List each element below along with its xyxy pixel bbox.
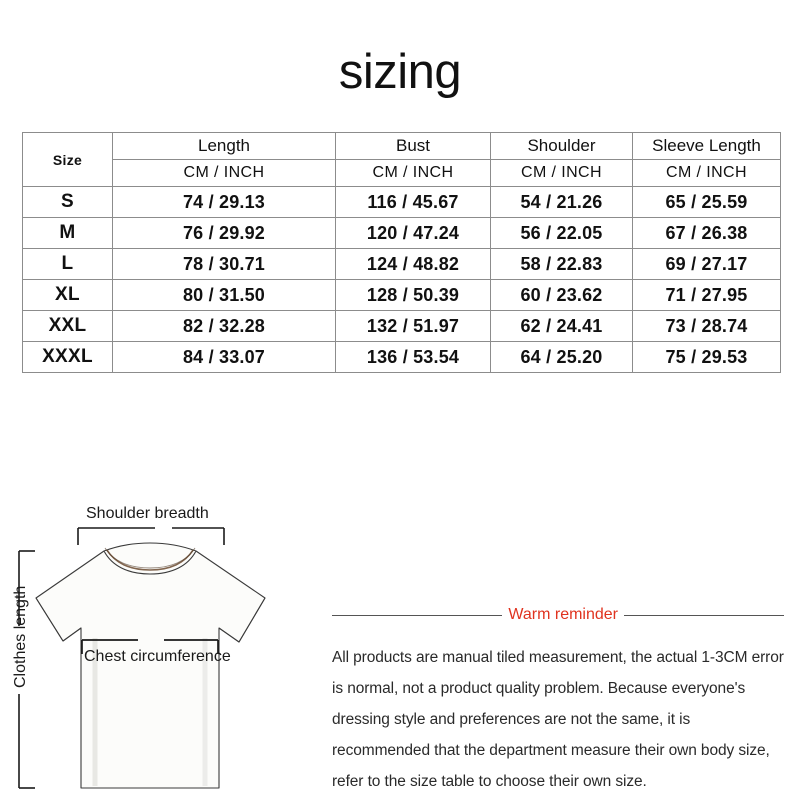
warm-reminder-heading (332, 604, 784, 626)
cell-bust: 136 / 53.54 (336, 342, 491, 373)
heading-rule-right (624, 615, 784, 616)
cell-length: 82 / 32.28 (113, 311, 336, 342)
cell-length: 74 / 29.13 (113, 187, 336, 218)
table-row (23, 342, 781, 373)
cell-shoulder: 62 / 24.41 (491, 311, 633, 342)
shoulder-breadth-label: Shoulder breadth (86, 505, 209, 522)
header-length: Length (113, 133, 336, 160)
unit-header-sleeve: CM / INCH (633, 160, 781, 187)
cell-shoulder: 54 / 21.26 (491, 187, 633, 218)
tshirt-measurement-diagram (0, 488, 310, 800)
cell-shoulder: 60 / 23.62 (491, 280, 633, 311)
unit-header-shoulder: CM / INCH (491, 160, 633, 187)
cell-length: 80 / 31.50 (113, 280, 336, 311)
cell-length: 76 / 29.92 (113, 218, 336, 249)
cell-sleeve: 75 / 29.53 (633, 342, 781, 373)
tshirt-illustration (36, 543, 265, 788)
cell-length: 84 / 33.07 (113, 342, 336, 373)
warm-reminder-block (332, 604, 784, 812)
unit-header-length: CM / INCH (113, 160, 336, 187)
header-bust: Bust (336, 133, 491, 160)
clothes-length-label: Clothes length (12, 585, 29, 688)
header-size: Size (23, 133, 113, 187)
table-header-row-primary (23, 133, 781, 160)
page-title-block (0, 45, 800, 99)
row-size-label: XXL (23, 311, 113, 342)
table-row (23, 218, 781, 249)
cell-bust: 124 / 48.82 (336, 249, 491, 280)
cell-bust: 116 / 45.67 (336, 187, 491, 218)
cell-bust: 120 / 47.24 (336, 218, 491, 249)
cell-bust: 132 / 51.97 (336, 311, 491, 342)
warm-reminder-title: Warm reminder (508, 606, 618, 623)
table-row (23, 311, 781, 342)
header-shoulder: Shoulder (491, 133, 633, 160)
cell-shoulder: 64 / 25.20 (491, 342, 633, 373)
row-size-label: L (23, 249, 113, 280)
page-title: sizing (338, 45, 462, 99)
chest-circumference-label: Chest circumference (84, 648, 231, 665)
row-size-label: XXXL (23, 342, 113, 373)
table-row (23, 187, 781, 218)
heading-rule-left (332, 615, 502, 616)
cell-sleeve: 71 / 27.95 (633, 280, 781, 311)
cell-sleeve: 67 / 26.38 (633, 218, 781, 249)
cell-bust: 128 / 50.39 (336, 280, 491, 311)
unit-header-bust: CM / INCH (336, 160, 491, 187)
row-size-label: M (23, 218, 113, 249)
row-size-label: XL (23, 280, 113, 311)
size-chart-table (22, 132, 781, 373)
warm-reminder-text: All products are manual tiled measurement, the actual 1-3CM error is normal, not a product quality problem. Because everyone's dressing style and preferences are not the same, it is recommended that the department measure their own body size, refer to the size table to choose their own size. (332, 648, 784, 790)
table-header-row-units (23, 160, 781, 187)
table-row (23, 249, 781, 280)
shoulder-breadth-bracket (78, 528, 224, 545)
cell-sleeve: 69 / 27.17 (633, 249, 781, 280)
header-sleeve-length: Sleeve Length (633, 133, 781, 160)
table-row (23, 280, 781, 311)
cell-shoulder: 58 / 22.83 (491, 249, 633, 280)
row-size-label: S (23, 187, 113, 218)
cell-shoulder: 56 / 22.05 (491, 218, 633, 249)
cell-length: 78 / 30.71 (113, 249, 336, 280)
cell-sleeve: 65 / 25.59 (633, 187, 781, 218)
tshirt-outline (36, 543, 265, 788)
cell-sleeve: 73 / 28.74 (633, 311, 781, 342)
